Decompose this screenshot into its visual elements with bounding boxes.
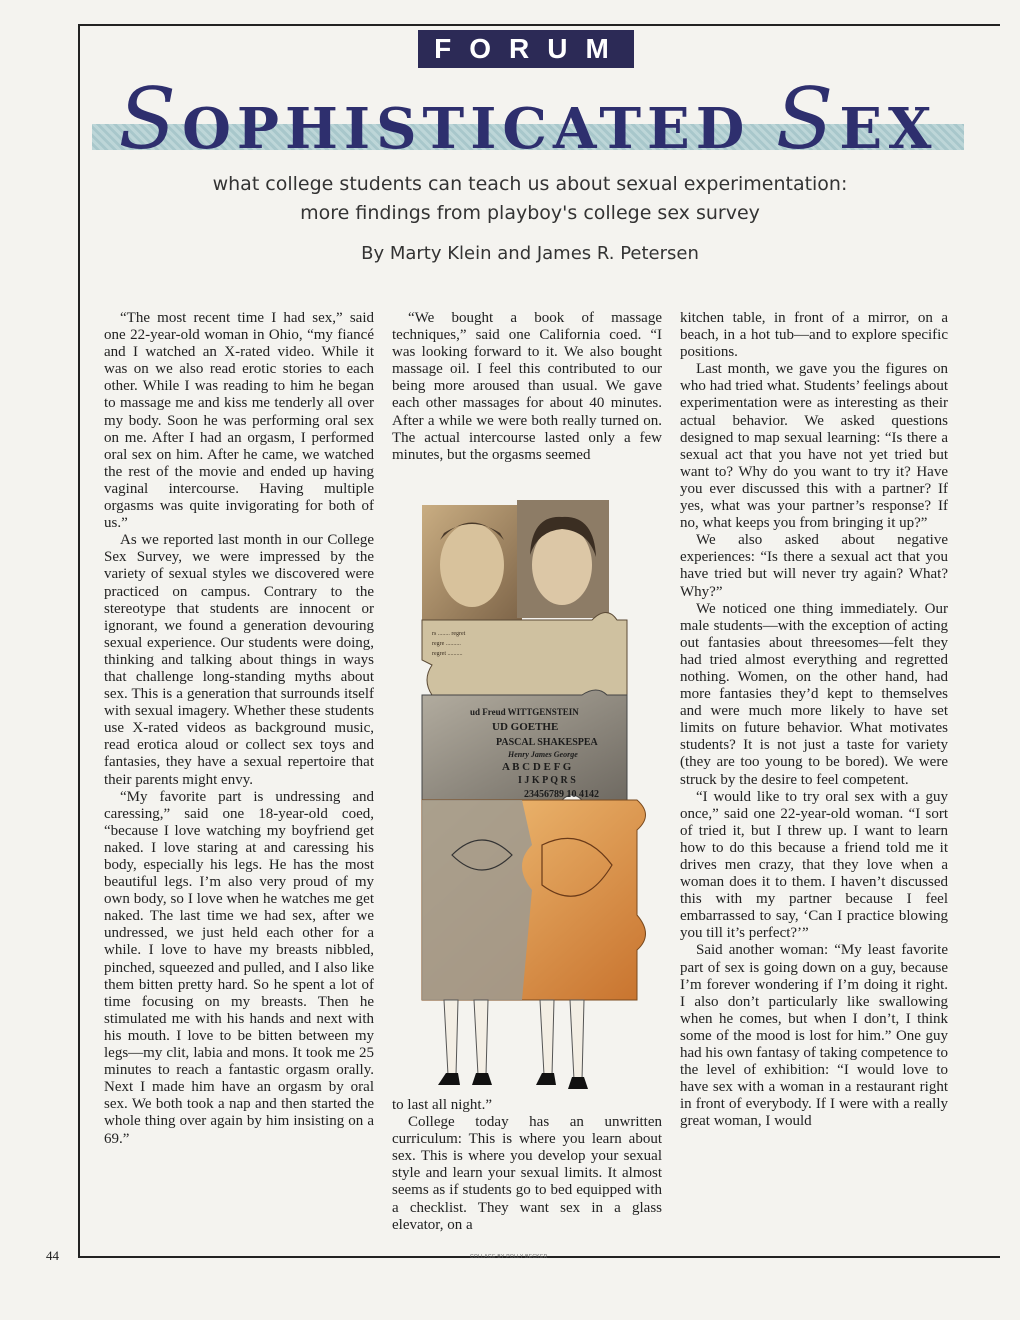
svg-text:rs ........ regret: rs ........ regret [432, 631, 466, 637]
doll-legs [444, 1000, 584, 1080]
title-word-2: EX [839, 96, 938, 162]
paragraph: “We bought a book of massage techniques,” said one California coed. “I was looking forward to it. We also bought massage oil. I feel this contributed to our being more aroused than usual. We gave each other massages for about 40 minutes. After a while we were both really turned on. The actual intercourse lasted only a few minutes, but the orgasms seemed [392, 310, 662, 463]
title-word-1: OPHISTICATED [182, 96, 751, 162]
photo-credit: COLLAGE BY POLLY BECKER [470, 1254, 548, 1260]
collage-text: PASCAL SHAKESPEA [496, 737, 598, 748]
paragraph: As we reported last month in our College Sex Survey, we were impressed by the variety of sexual styles we discovered were practiced on campus. Contrary to the stereotype that students are innocent or ignorant, we found a generation devouring sexual experience. Our students were doing, thinking and talking about things in ways that challenge long-standing myths about sex. This is a generation that surrounds itself with sexual imagery. Whether these students use X-rated videos as background music, read erotica aloud or collect sex toys and fantasies, they have a sexual repertoire that their parents might envy. [104, 532, 374, 788]
subtitle-line-1: what college students can teach us about sexual experimentation: [212, 173, 848, 195]
title-initial-1: S [118, 70, 183, 168]
collage-illustration [392, 495, 662, 1095]
paragraph: “My favorite part is undressing and caressing,” said one 18-year-old coed, “because I love watching my boyfriend get naked. I love staring at and caressing his body, especially his legs. He has the most beautiful legs. I’m also very proud of my own body, so I love when he watches me get naked. The last time we had sex, after we undressed, we just held each other for a while. I love to have my breasts nibbled, pinched, squeezed and pulled, and I also like them bitten pretty hard. So he spent a lot of time focusing on my breasts. Then he stimulated me with his hands and next with his mouth. I love to be bitten between my legs—my clit, labia and mons. It took me 25 minutes to reach a fantastic orgasm orally. Next I made him have an orgasm by oral sex. We both took a nap and then started the whole thing over again by him insisting on a 69.” [104, 788, 374, 1147]
column-3 [680, 310, 948, 1131]
collage-text: A B C D E F G [502, 761, 572, 773]
paragraph: College today has an unwritten curriculum: This is where you learn about sex. This is where you develop your sexual style and learn your sexual limits. It almost seems as if students go to bed equipped with a checklist. They want sex in a glass elevator, on a [392, 1114, 662, 1233]
paragraph: kitchen table, in front of a mirror, on a beach, in a hot tub—and to explore specific positions. [680, 310, 948, 361]
svg-text:regre ..........: regre .......... [432, 641, 461, 647]
svg-text:regret ..........: regret .......... [432, 651, 463, 657]
collage-text: ud Freud WITTGENSTEIN [470, 707, 579, 717]
column-2-bottom [392, 1097, 662, 1234]
collage-text: 23456789 10 4142 [524, 789, 599, 800]
paragraph: Last month, we gave you the figures on who had tried what. Students’ feelings about experimentation were as interesting as their actual behavior. We asked questions designed to map sexual learning: “Is there a sexual act that you have not yet tried but want to? Why do you want to try it? Have you ever discussed this with a partner? If yes, what was your partner’s response? If no, what keeps you from bringing it up?” [680, 361, 948, 532]
subtitle [120, 170, 940, 228]
paragraph: “The most recent time I had sex,” said one 22-year-old woman in Ohio, “my fiancé and I watched an X-rated video. While it was on we also read erotic stories to each other. While I was reading to him he began to massage me and kiss me tenderly all over my body. Soon he was performing oral sex on me. After I had an orgasm, I performed oral sex on him. After he came, we watched the rest of the movie and ended up having vaginal intercourse. Having multiple orgasms was quite invigorating for both of us.” [104, 310, 374, 532]
paragraph: We noticed one thing immediately. Our male students—with the exception of acting out fantasies about threesomes—felt they had tried almost everything and regretted nothing. Women, on the other hand, had more fantasies they’d kept to themselves and were much more likely to have set limits on future behavior. What motivates students? It is not just a taste for variety (they are too young to be bored). We were struck by the desire to feel competent. [680, 600, 948, 788]
puzzle-piece-grey [422, 800, 532, 1000]
page-number: 44 [46, 1248, 59, 1263]
paragraph: “I would like to try oral sex with a guy once,” said one 22-year-old woman. “I sort of tried it, but I threw up. I want to learn how to do this because a friend told me it drives men crazy, that they love when a woman does it to them. I haven’t discussed this with my partner because I feel embarrassed to say, ‘Can I practice blowing you till it’s perfect?’” [680, 788, 948, 942]
paragraph: We also asked about negative experiences: “Is there a sexual act that you have tried but will never try again? What? Why?” [680, 532, 948, 600]
collage-text: I J K P Q R S [518, 775, 576, 786]
paragraph: Said another woman: “My least favorite part of sex is going down on a guy, because I’m forever wondering if I’m doing it right. I also don’t particularly like swallowing when he comes, but when I don’t, I think some of the mood is lost for him.” One guy had his own fantasy of taking competence to the level of exhibition: “I would love to have sex with a woman in a restaurant right in front of everybody. If I were with a really great woman, I would [680, 942, 948, 1130]
page-title [92, 70, 964, 172]
byline: By Marty Klein and James R. Petersen [361, 243, 699, 264]
paragraph: to last all night.” [392, 1097, 492, 1113]
collage-text: UD GOETHE [492, 721, 559, 733]
section-label: FORUM [418, 30, 634, 68]
collage-text: Henry James George [508, 750, 578, 759]
man-face [440, 523, 504, 607]
column-2-top [392, 310, 662, 464]
column-1 [104, 310, 374, 1148]
subtitle-line-2: more findings from playboy's college sex survey [300, 202, 760, 224]
title-initial-2: S [775, 70, 840, 168]
